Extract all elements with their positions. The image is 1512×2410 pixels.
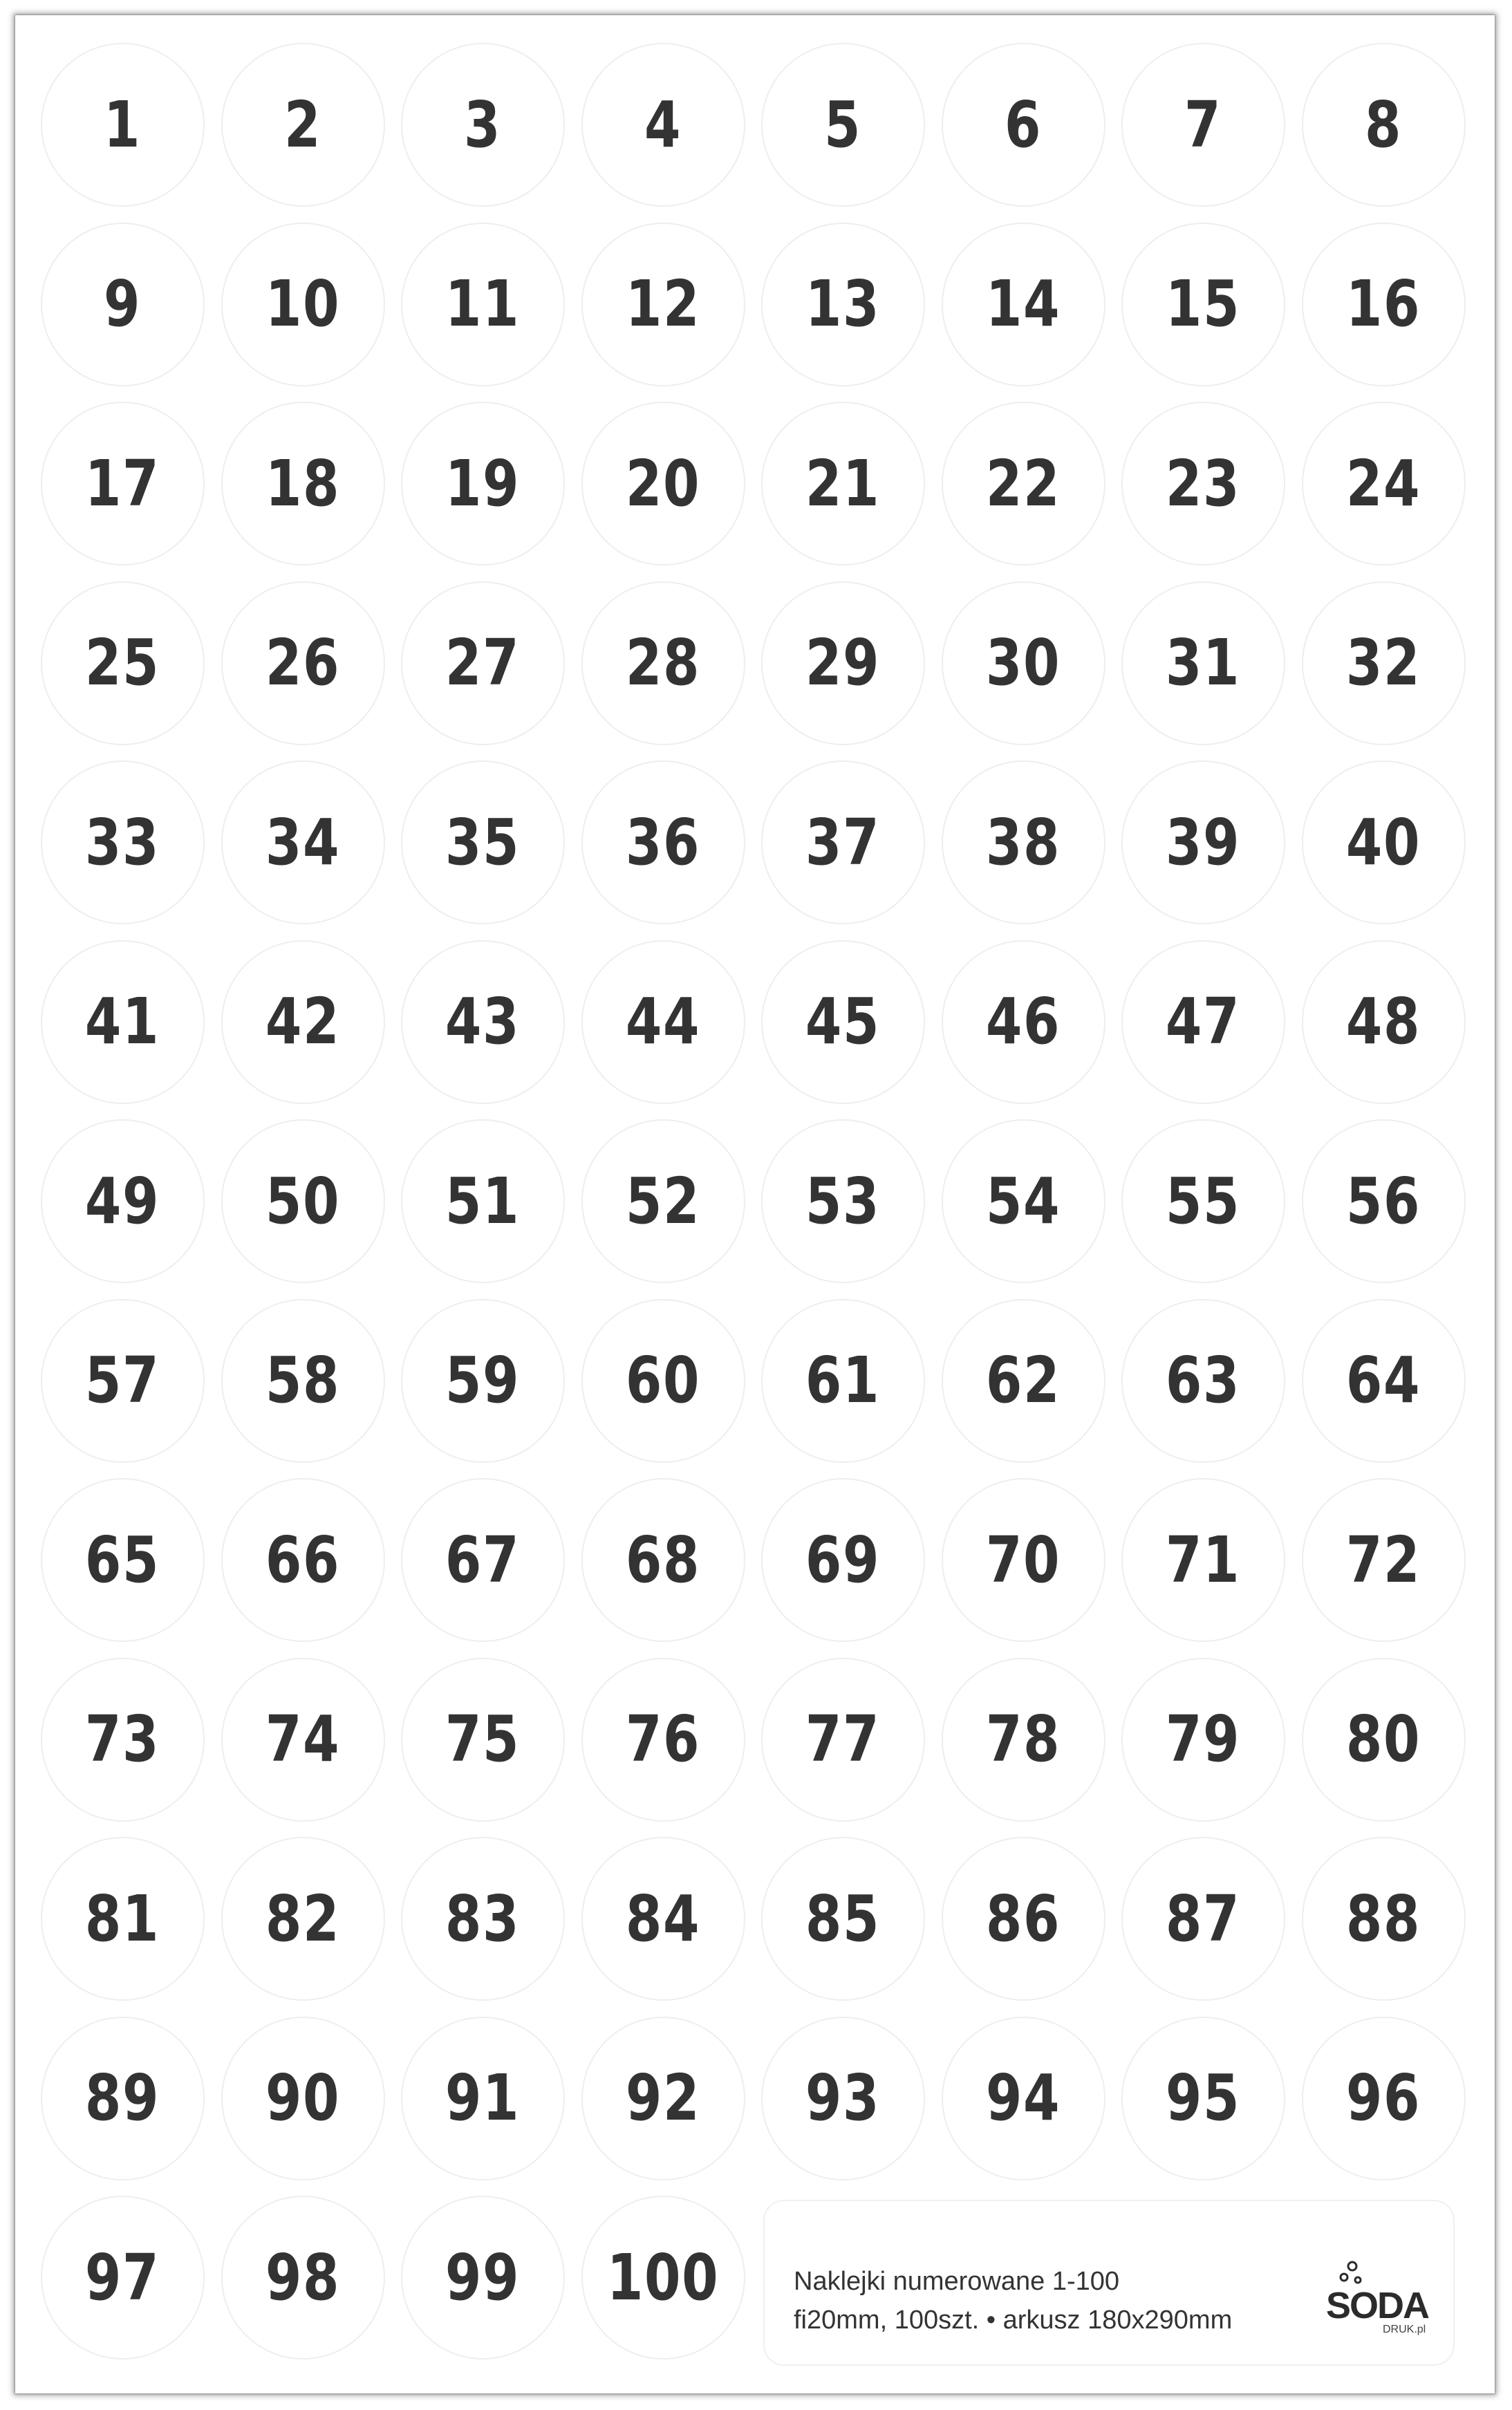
sticker-number: 80 <box>1345 1702 1421 1776</box>
number-sticker <box>401 43 565 207</box>
number-sticker <box>1121 402 1285 566</box>
sticker-number: 84 <box>625 1881 701 1956</box>
sticker-number: 50 <box>265 1164 341 1238</box>
sticker-grid <box>41 43 1466 2375</box>
sticker-number: 62 <box>985 1343 1061 1417</box>
sticker-number: 26 <box>265 626 341 700</box>
sticker-number: 15 <box>1166 267 1241 341</box>
number-sticker <box>581 1658 745 1822</box>
number-sticker <box>1121 1299 1285 1463</box>
sticker-number: 35 <box>445 805 521 879</box>
sticker-number: 31 <box>1166 626 1241 700</box>
number-sticker <box>581 1299 745 1463</box>
number-sticker <box>581 1837 745 2001</box>
number-sticker <box>41 1119 205 1283</box>
number-sticker <box>1121 581 1285 745</box>
sticker-number: 75 <box>445 1702 521 1776</box>
sticker-number: 83 <box>445 1881 521 1956</box>
sticker-number: 13 <box>805 267 881 341</box>
number-sticker <box>761 1299 925 1463</box>
soda-druk-logo <box>1325 2257 1442 2333</box>
number-sticker <box>41 1658 205 1822</box>
number-sticker <box>1121 1119 1285 1283</box>
sticker-number: 5 <box>824 87 862 162</box>
number-sticker <box>1302 223 1466 386</box>
sticker-number: 42 <box>265 984 341 1058</box>
number-sticker <box>942 2017 1105 2180</box>
sticker-number: 61 <box>805 1343 881 1417</box>
sticker-number: 86 <box>985 1881 1061 1956</box>
sticker-number: 57 <box>85 1343 160 1417</box>
sticker-number: 45 <box>805 984 881 1058</box>
sticker-number: 93 <box>805 2061 881 2135</box>
sticker-number: 22 <box>985 446 1061 521</box>
number-sticker <box>761 1658 925 1822</box>
sticker-number: 67 <box>445 1522 521 1597</box>
sticker-number: 11 <box>445 267 521 341</box>
number-sticker <box>761 1478 925 1642</box>
sticker-number: 90 <box>265 2061 341 2135</box>
number-sticker <box>41 760 205 924</box>
number-sticker <box>1302 2017 1466 2180</box>
sticker-number: 81 <box>85 1881 160 1956</box>
number-sticker <box>41 402 205 566</box>
sticker-number: 85 <box>805 1881 881 1956</box>
product-title: Naklejki numerowane 1-100 <box>794 2267 1120 2296</box>
number-sticker <box>942 223 1105 386</box>
number-sticker <box>41 581 205 745</box>
sticker-number: 87 <box>1166 1881 1241 1956</box>
sticker-number: 46 <box>985 984 1061 1058</box>
sticker-number: 33 <box>85 805 160 879</box>
sticker-number: 77 <box>805 1702 881 1776</box>
number-sticker <box>221 1658 385 1822</box>
number-sticker <box>221 940 385 1104</box>
number-sticker <box>942 402 1105 566</box>
sticker-number: 20 <box>625 446 701 521</box>
sticker-number: 68 <box>625 1522 701 1597</box>
number-sticker <box>761 223 925 386</box>
number-sticker <box>761 1119 925 1283</box>
sticker-number: 97 <box>85 2240 160 2315</box>
sticker-number: 72 <box>1345 1522 1421 1597</box>
number-sticker <box>41 1478 205 1642</box>
number-sticker <box>581 1119 745 1283</box>
number-sticker <box>401 2017 565 2180</box>
number-sticker <box>1121 223 1285 386</box>
number-sticker <box>41 2196 205 2360</box>
number-sticker <box>401 940 565 1104</box>
sticker-number: 9 <box>104 267 142 341</box>
number-sticker <box>581 402 745 566</box>
number-sticker <box>761 581 925 745</box>
number-sticker <box>41 940 205 1104</box>
sticker-number: 73 <box>85 1702 160 1776</box>
sticker-number: 30 <box>985 626 1061 700</box>
sticker-number: 60 <box>625 1343 701 1417</box>
number-sticker <box>41 223 205 386</box>
sticker-number: 29 <box>805 626 881 700</box>
sticker-number: 4 <box>644 87 682 162</box>
sticker-number: 56 <box>1345 1164 1421 1238</box>
number-sticker <box>41 43 205 207</box>
number-sticker <box>581 581 745 745</box>
sticker-number: 52 <box>625 1164 701 1238</box>
sticker-number: 32 <box>1345 626 1421 700</box>
number-sticker <box>221 760 385 924</box>
number-sticker <box>942 1119 1105 1283</box>
number-sticker <box>942 1658 1105 1822</box>
sticker-number: 94 <box>985 2061 1061 2135</box>
sticker-number: 17 <box>85 446 160 521</box>
number-sticker <box>1302 1658 1466 1822</box>
number-sticker <box>401 1299 565 1463</box>
sticker-number: 66 <box>265 1522 341 1597</box>
number-sticker <box>942 940 1105 1104</box>
product-description <box>794 2262 1232 2339</box>
sticker-number: 43 <box>445 984 521 1058</box>
sticker-number: 36 <box>625 805 701 879</box>
number-sticker <box>761 402 925 566</box>
number-sticker <box>581 43 745 207</box>
sticker-number: 39 <box>1166 805 1241 879</box>
sticker-number: 48 <box>1345 984 1421 1058</box>
number-sticker <box>401 581 565 745</box>
number-sticker <box>1302 402 1466 566</box>
number-sticker <box>1121 940 1285 1104</box>
number-sticker <box>221 43 385 207</box>
sticker-number: 47 <box>1166 984 1241 1058</box>
sticker-number: 74 <box>265 1702 341 1776</box>
number-sticker <box>581 1478 745 1642</box>
number-sticker <box>41 1299 205 1463</box>
sticker-number: 95 <box>1166 2061 1241 2135</box>
number-sticker <box>942 1299 1105 1463</box>
number-sticker <box>1302 581 1466 745</box>
sticker-number: 58 <box>265 1343 341 1417</box>
number-sticker <box>401 1837 565 2001</box>
number-sticker <box>1121 2017 1285 2180</box>
number-sticker <box>221 1119 385 1283</box>
sticker-number: 54 <box>985 1164 1061 1238</box>
number-sticker <box>1302 1837 1466 2001</box>
number-sticker <box>1302 1299 1466 1463</box>
number-sticker <box>761 940 925 1104</box>
number-sticker <box>401 402 565 566</box>
sticker-number: 70 <box>985 1522 1061 1597</box>
number-sticker <box>221 223 385 386</box>
sticker-number: 100 <box>606 2240 720 2315</box>
sticker-number: 10 <box>265 267 341 341</box>
sticker-number: 24 <box>1345 446 1421 521</box>
number-sticker <box>942 1478 1105 1642</box>
number-sticker <box>1121 1658 1285 1822</box>
number-sticker <box>401 1478 565 1642</box>
sticker-number: 55 <box>1166 1164 1241 1238</box>
number-sticker <box>942 1837 1105 2001</box>
number-sticker <box>221 402 385 566</box>
number-sticker <box>581 2196 745 2360</box>
number-sticker <box>221 1478 385 1642</box>
sticker-number: 7 <box>1184 87 1222 162</box>
number-sticker <box>1302 1478 1466 1642</box>
sticker-number: 53 <box>805 1164 881 1238</box>
sticker-number: 2 <box>283 87 322 162</box>
sticker-number: 18 <box>265 446 341 521</box>
sticker-number: 63 <box>1166 1343 1241 1417</box>
number-sticker <box>1121 1478 1285 1642</box>
number-sticker <box>1302 43 1466 207</box>
sticker-number: 92 <box>625 2061 701 2135</box>
sticker-number: 6 <box>1004 87 1043 162</box>
number-sticker <box>1302 1119 1466 1283</box>
sticker-number: 89 <box>85 2061 160 2135</box>
number-sticker <box>221 581 385 745</box>
sticker-number: 79 <box>1166 1702 1241 1776</box>
number-sticker <box>942 581 1105 745</box>
sticker-number: 19 <box>445 446 521 521</box>
sticker-number: 21 <box>805 446 881 521</box>
sticker-number: 8 <box>1364 87 1403 162</box>
sticker-number: 37 <box>805 805 881 879</box>
number-sticker <box>581 940 745 1104</box>
sticker-number: 44 <box>625 984 701 1058</box>
sticker-number: 34 <box>265 805 341 879</box>
sticker-number: 41 <box>85 984 160 1058</box>
logo-subtext: DRUK.pl <box>1383 2324 1426 2335</box>
number-sticker <box>221 1837 385 2001</box>
sticker-number: 78 <box>985 1702 1061 1776</box>
sticker-number: 3 <box>464 87 502 162</box>
number-sticker <box>761 43 925 207</box>
sticker-number: 51 <box>445 1164 521 1238</box>
info-box <box>763 2200 1455 2366</box>
number-sticker <box>581 2017 745 2180</box>
sticker-number: 49 <box>85 1164 160 1238</box>
number-sticker <box>41 2017 205 2180</box>
sticker-number: 27 <box>445 626 521 700</box>
number-sticker <box>221 1299 385 1463</box>
sticker-number: 16 <box>1345 267 1421 341</box>
sticker-number: 12 <box>625 267 701 341</box>
number-sticker <box>401 1658 565 1822</box>
number-sticker <box>1302 940 1466 1104</box>
sticker-number: 96 <box>1345 2061 1421 2135</box>
sticker-number: 71 <box>1166 1522 1241 1597</box>
sticker-number: 76 <box>625 1702 701 1776</box>
sticker-number: 65 <box>85 1522 160 1597</box>
sticker-number: 40 <box>1345 805 1421 879</box>
number-sticker <box>761 1837 925 2001</box>
number-sticker <box>221 2017 385 2180</box>
number-sticker <box>761 2017 925 2180</box>
sticker-number: 38 <box>985 805 1061 879</box>
number-sticker <box>401 1119 565 1283</box>
sticker-sheet <box>15 15 1495 2393</box>
number-sticker <box>401 2196 565 2360</box>
sticker-number: 1 <box>104 87 142 162</box>
sticker-number: 91 <box>445 2061 521 2135</box>
number-sticker <box>581 223 745 386</box>
number-sticker <box>1121 1837 1285 2001</box>
number-sticker <box>942 43 1105 207</box>
number-sticker <box>942 760 1105 924</box>
number-sticker <box>401 760 565 924</box>
number-sticker <box>401 223 565 386</box>
product-specs: fi20mm, 100szt. • arkusz 180x290mm <box>794 2306 1233 2335</box>
number-sticker <box>1302 760 1466 924</box>
number-sticker <box>1121 760 1285 924</box>
number-sticker <box>41 1837 205 2001</box>
sticker-number: 28 <box>625 626 701 700</box>
number-sticker <box>1121 43 1285 207</box>
sticker-number: 88 <box>1345 1881 1421 1956</box>
sticker-number: 82 <box>265 1881 341 1956</box>
sticker-number: 23 <box>1166 446 1241 521</box>
sticker-number: 99 <box>445 2240 521 2315</box>
sticker-number: 14 <box>985 267 1061 341</box>
number-sticker <box>761 760 925 924</box>
logo-brand: SODA <box>1326 2285 1429 2326</box>
sticker-number: 64 <box>1345 1343 1421 1417</box>
sticker-number: 69 <box>805 1522 881 1597</box>
number-sticker <box>221 2196 385 2360</box>
number-sticker <box>581 760 745 924</box>
sticker-number: 98 <box>265 2240 341 2315</box>
sticker-number: 59 <box>445 1343 521 1417</box>
sticker-number: 25 <box>85 626 160 700</box>
